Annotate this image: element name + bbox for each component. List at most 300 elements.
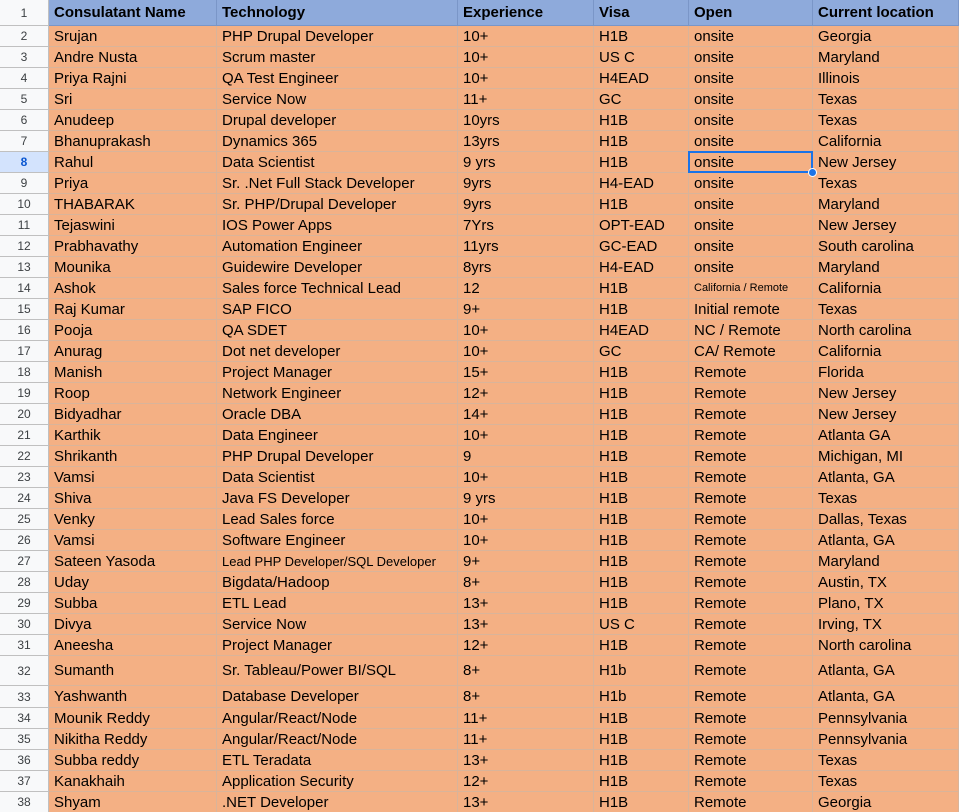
header-open[interactable]: Open (689, 0, 813, 26)
cell-experience[interactable]: 8+ (458, 686, 594, 708)
cell-location[interactable]: Atlanta, GA (813, 656, 959, 686)
cell-experience[interactable]: 10+ (458, 341, 594, 362)
cell-open[interactable]: Remote (689, 771, 813, 792)
cell-experience[interactable]: 9 yrs (458, 152, 594, 173)
row-number[interactable]: 3 (0, 47, 49, 68)
row-number[interactable]: 18 (0, 362, 49, 383)
cell-location[interactable]: Texas (813, 488, 959, 509)
cell-visa[interactable]: US C (594, 47, 689, 68)
cell-visa[interactable]: H1B (594, 152, 689, 173)
cell-experience[interactable]: 13+ (458, 593, 594, 614)
table-row (0, 47, 959, 68)
fill-handle[interactable] (808, 168, 817, 177)
cell-name[interactable]: Andre Nusta (49, 47, 217, 68)
cell-open[interactable]: onsite (689, 68, 813, 89)
cell-experience[interactable]: 10+ (458, 509, 594, 530)
cell-name[interactable]: Kanakhaih (49, 771, 217, 792)
cell-name[interactable]: Bidyadhar (49, 404, 217, 425)
cell-technology[interactable]: Dot net developer (217, 341, 458, 362)
cell-location[interactable]: Florida (813, 362, 959, 383)
cell-visa[interactable]: H1B (594, 708, 689, 729)
cell-visa[interactable]: H1B (594, 792, 689, 812)
cell-open[interactable]: Remote (689, 656, 813, 686)
cell-open[interactable]: onsite (689, 236, 813, 257)
row-number[interactable]: 25 (0, 509, 49, 530)
cell-open[interactable]: onsite (689, 89, 813, 110)
cell-open[interactable]: onsite (689, 257, 813, 278)
cell-experience[interactable]: 9+ (458, 299, 594, 320)
cell-location[interactable]: New Jersey (813, 404, 959, 425)
cell-open[interactable]: onsite (689, 173, 813, 194)
cell-visa[interactable]: H1B (594, 530, 689, 551)
cell-name[interactable]: Divya (49, 614, 217, 635)
table-row (0, 236, 959, 257)
cell-technology[interactable]: Project Manager (217, 362, 458, 383)
table-row (0, 792, 959, 812)
cell-technology[interactable]: Service Now (217, 614, 458, 635)
table-row (0, 686, 959, 708)
cell-technology[interactable]: Scrum master (217, 47, 458, 68)
cell-visa[interactable]: H1B (594, 26, 689, 47)
cell-open[interactable]: Remote (689, 404, 813, 425)
cell-technology[interactable]: Oracle DBA (217, 404, 458, 425)
cell-open[interactable]: Remote (689, 467, 813, 488)
cell-visa[interactable]: H1B (594, 572, 689, 593)
cell-visa[interactable]: GC (594, 341, 689, 362)
cell-experience[interactable]: 11+ (458, 89, 594, 110)
table-row (0, 110, 959, 131)
cell-open[interactable]: California / Remote (689, 278, 813, 299)
cell-location[interactable]: California (813, 341, 959, 362)
cell-location[interactable]: Atlanta, GA (813, 467, 959, 488)
row-number[interactable]: 16 (0, 320, 49, 341)
cell-location[interactable]: New Jersey (813, 152, 959, 173)
cell-open[interactable]: onsite (689, 152, 813, 173)
cell-technology[interactable]: Bigdata/Hadoop (217, 572, 458, 593)
cell-open[interactable]: Remote (689, 488, 813, 509)
table-row (0, 446, 959, 467)
row-number[interactable]: 5 (0, 89, 49, 110)
header-current-location[interactable]: Current location (813, 0, 959, 26)
cell-visa[interactable]: US C (594, 614, 689, 635)
cell-technology[interactable]: Service Now (217, 89, 458, 110)
cell-technology[interactable]: Data Scientist (217, 152, 458, 173)
row-number[interactable]: 11 (0, 215, 49, 236)
cell-open[interactable]: Remote (689, 729, 813, 750)
cell-technology[interactable]: ETL Teradata (217, 750, 458, 771)
cell-open[interactable]: Remote (689, 362, 813, 383)
row-number[interactable]: 17 (0, 341, 49, 362)
cell-location[interactable]: South carolina (813, 236, 959, 257)
cell-name[interactable]: Ashok (49, 278, 217, 299)
cell-open[interactable]: CA/ Remote (689, 341, 813, 362)
cell-name[interactable]: Subba reddy (49, 750, 217, 771)
table-row (0, 68, 959, 89)
table-row (0, 750, 959, 771)
table-row (0, 771, 959, 792)
cell-location[interactable]: Maryland (813, 194, 959, 215)
cell-open[interactable]: onsite (689, 131, 813, 152)
table-row (0, 341, 959, 362)
cell-name[interactable]: Pooja (49, 320, 217, 341)
cell-name[interactable]: Shyam (49, 792, 217, 812)
row-number[interactable]: 15 (0, 299, 49, 320)
row-number[interactable]: 37 (0, 771, 49, 792)
cell-location[interactable]: Dallas, Texas (813, 509, 959, 530)
table-row (0, 425, 959, 446)
cell-visa[interactable]: H1B (594, 194, 689, 215)
row-number[interactable]: 32 (0, 656, 49, 686)
cell-visa[interactable]: H1B (594, 729, 689, 750)
cell-experience[interactable]: 10+ (458, 68, 594, 89)
cell-name[interactable]: Anudeep (49, 110, 217, 131)
row-number[interactable]: 14 (0, 278, 49, 299)
table-row (0, 257, 959, 278)
table-row (0, 362, 959, 383)
header-technology[interactable]: Technology (217, 0, 458, 26)
cell-name[interactable]: Mounik Reddy (49, 708, 217, 729)
cell-technology[interactable]: Sr. .Net Full Stack Developer (217, 173, 458, 194)
cell-location[interactable]: Texas (813, 771, 959, 792)
cell-visa[interactable]: H1B (594, 383, 689, 404)
cell-technology[interactable]: Lead PHP Developer/SQL Developer (217, 551, 458, 572)
table-row (0, 383, 959, 404)
cell-visa[interactable]: H1B (594, 362, 689, 383)
cell-visa[interactable]: H1B (594, 467, 689, 488)
cell-name[interactable]: Vamsi (49, 467, 217, 488)
cell-technology[interactable]: QA Test Engineer (217, 68, 458, 89)
row-number[interactable]: 34 (0, 708, 49, 729)
cell-name[interactable]: Vamsi (49, 530, 217, 551)
cell-visa[interactable]: H1B (594, 110, 689, 131)
cell-location[interactable]: Texas (813, 110, 959, 131)
cell-visa[interactable]: H1B (594, 488, 689, 509)
row-number[interactable]: 12 (0, 236, 49, 257)
cell-name[interactable]: Bhanuprakash (49, 131, 217, 152)
cell-open[interactable]: Remote (689, 686, 813, 708)
cell-experience[interactable]: 7Yrs (458, 215, 594, 236)
table-row (0, 572, 959, 593)
cell-visa[interactable]: H1B (594, 404, 689, 425)
cell-visa[interactable]: H1B (594, 750, 689, 771)
cell-open[interactable]: Remote (689, 614, 813, 635)
cell-technology[interactable]: .NET Developer (217, 792, 458, 812)
cell-name[interactable]: Nikitha Reddy (49, 729, 217, 750)
cell-open[interactable]: onsite (689, 47, 813, 68)
cell-open[interactable]: Remote (689, 530, 813, 551)
cell-name[interactable]: Rahul (49, 152, 217, 173)
header-experience[interactable]: Experience (458, 0, 594, 26)
table-row (0, 729, 959, 750)
cell-visa[interactable]: H4EAD (594, 320, 689, 341)
cell-name[interactable]: Anurag (49, 341, 217, 362)
row-number[interactable]: 19 (0, 383, 49, 404)
cell-open[interactable]: Remote (689, 635, 813, 656)
cell-experience[interactable]: 8+ (458, 656, 594, 686)
cell-experience[interactable]: 13+ (458, 614, 594, 635)
cell-visa[interactable]: H1B (594, 593, 689, 614)
table-row (0, 530, 959, 551)
cell-technology[interactable]: PHP Drupal Developer (217, 446, 458, 467)
cell-experience[interactable]: 13+ (458, 792, 594, 812)
cell-location[interactable]: Atlanta GA (813, 425, 959, 446)
cell-experience[interactable]: 13yrs (458, 131, 594, 152)
header-consultant-name[interactable]: Consulatant Name (49, 0, 217, 26)
row-number[interactable]: 33 (0, 686, 49, 708)
cell-name[interactable]: Karthik (49, 425, 217, 446)
cell-name[interactable]: Shiva (49, 488, 217, 509)
cell-visa[interactable]: GC-EAD (594, 236, 689, 257)
row-number[interactable]: 29 (0, 593, 49, 614)
table-row (0, 614, 959, 635)
cell-visa[interactable]: GC (594, 89, 689, 110)
cell-name[interactable]: Raj Kumar (49, 299, 217, 320)
cell-location[interactable]: Texas (813, 173, 959, 194)
cell-name[interactable]: Manish (49, 362, 217, 383)
row-number[interactable]: 23 (0, 467, 49, 488)
cell-open[interactable]: Remote (689, 509, 813, 530)
table-row (0, 320, 959, 341)
cell-open[interactable]: Remote (689, 792, 813, 812)
cell-location[interactable]: Maryland (813, 257, 959, 278)
cell-name[interactable]: Priya (49, 173, 217, 194)
cell-experience[interactable]: 10+ (458, 47, 594, 68)
cell-location[interactable]: Illinois (813, 68, 959, 89)
cell-experience[interactable]: 9+ (458, 551, 594, 572)
cell-technology[interactable]: Data Engineer (217, 425, 458, 446)
header-visa[interactable]: Visa (594, 0, 689, 26)
cell-experience[interactable]: 9 yrs (458, 488, 594, 509)
header-row (0, 0, 959, 26)
table-row (0, 656, 959, 686)
cell-visa[interactable]: H1B (594, 635, 689, 656)
row-number[interactable]: 8 (0, 152, 49, 173)
table-row (0, 299, 959, 320)
cell-technology[interactable]: Angular/React/Node (217, 729, 458, 750)
cell-technology[interactable]: Guidewire Developer (217, 257, 458, 278)
cell-name[interactable]: Tejaswini (49, 215, 217, 236)
table-row (0, 26, 959, 47)
table-row (0, 635, 959, 656)
cell-technology[interactable]: QA SDET (217, 320, 458, 341)
cell-location[interactable]: Plano, TX (813, 593, 959, 614)
cell-visa[interactable]: H4-EAD (594, 173, 689, 194)
cell-experience[interactable]: 11yrs (458, 236, 594, 257)
cell-experience[interactable]: 12+ (458, 771, 594, 792)
row-number[interactable]: 13 (0, 257, 49, 278)
cell-name[interactable]: Srujan (49, 26, 217, 47)
cell-visa[interactable]: H4EAD (594, 68, 689, 89)
cell-name[interactable]: Yashwanth (49, 686, 217, 708)
row-number[interactable]: 9 (0, 173, 49, 194)
cell-location[interactable]: Pennsylvania (813, 708, 959, 729)
cell-technology[interactable]: Sr. PHP/Drupal Developer (217, 194, 458, 215)
cell-open[interactable]: Remote (689, 551, 813, 572)
table-row (0, 488, 959, 509)
row-number[interactable]: 2 (0, 26, 49, 47)
cell-location[interactable]: Austin, TX (813, 572, 959, 593)
cell-open[interactable]: onsite (689, 110, 813, 131)
cell-location[interactable]: Irving, TX (813, 614, 959, 635)
row-number[interactable]: 21 (0, 425, 49, 446)
table-row (0, 404, 959, 425)
cell-technology[interactable]: PHP Drupal Developer (217, 26, 458, 47)
cell-location[interactable]: Texas (813, 299, 959, 320)
table-row (0, 509, 959, 530)
cell-location[interactable]: Georgia (813, 26, 959, 47)
row-number[interactable]: 7 (0, 131, 49, 152)
cell-open[interactable]: Remote (689, 750, 813, 771)
cell-visa[interactable]: H1B (594, 509, 689, 530)
cell-technology[interactable]: Automation Engineer (217, 236, 458, 257)
cell-experience[interactable]: 9yrs (458, 194, 594, 215)
cell-name[interactable]: Priya Rajni (49, 68, 217, 89)
row-number[interactable]: 20 (0, 404, 49, 425)
cell-visa[interactable]: H1B (594, 425, 689, 446)
cell-visa[interactable]: H1B (594, 446, 689, 467)
cell-open[interactable]: Initial remote (689, 299, 813, 320)
cell-experience[interactable]: 11+ (458, 708, 594, 729)
cell-experience[interactable]: 9 (458, 446, 594, 467)
cell-visa[interactable]: H1B (594, 278, 689, 299)
cell-location[interactable]: Pennsylvania (813, 729, 959, 750)
cell-name[interactable]: THABARAK (49, 194, 217, 215)
cell-experience[interactable]: 15+ (458, 362, 594, 383)
cell-open[interactable]: onsite (689, 194, 813, 215)
cell-name[interactable]: Mounika (49, 257, 217, 278)
row-number[interactable]: 27 (0, 551, 49, 572)
cell-location[interactable]: Maryland (813, 551, 959, 572)
cell-location[interactable]: North carolina (813, 320, 959, 341)
cell-open[interactable]: NC / Remote (689, 320, 813, 341)
cell-technology[interactable]: Project Manager (217, 635, 458, 656)
row-number[interactable]: 24 (0, 488, 49, 509)
cell-open[interactable]: Remote (689, 593, 813, 614)
cell-name[interactable]: Prabhavathy (49, 236, 217, 257)
cell-open[interactable]: Remote (689, 383, 813, 404)
cell-location[interactable]: Texas (813, 89, 959, 110)
cell-open[interactable]: Remote (689, 425, 813, 446)
cell-name[interactable]: Aneesha (49, 635, 217, 656)
cell-technology[interactable]: Database Developer (217, 686, 458, 708)
cell-location[interactable]: North carolina (813, 635, 959, 656)
cell-technology[interactable]: ETL Lead (217, 593, 458, 614)
cell-name[interactable]: Sateen Yasoda (49, 551, 217, 572)
cell-open[interactable]: onsite (689, 215, 813, 236)
cell-experience[interactable]: 12 (458, 278, 594, 299)
cell-technology[interactable]: Dynamics 365 (217, 131, 458, 152)
table-row (0, 708, 959, 729)
cell-visa[interactable]: H1b (594, 686, 689, 708)
row-number[interactable]: 22 (0, 446, 49, 467)
cell-visa[interactable]: H4-EAD (594, 257, 689, 278)
cell-experience[interactable]: 10+ (458, 425, 594, 446)
cell-visa[interactable]: H1b (594, 656, 689, 686)
table-row (0, 89, 959, 110)
cell-location[interactable]: Michigan, MI (813, 446, 959, 467)
row-number[interactable]: 38 (0, 792, 49, 812)
row-number[interactable]: 30 (0, 614, 49, 635)
row-number[interactable]: 1 (0, 0, 49, 26)
cell-open[interactable]: Remote (689, 572, 813, 593)
cell-open[interactable]: onsite (689, 26, 813, 47)
cell-experience[interactable]: 12+ (458, 383, 594, 404)
cell-visa[interactable]: H1B (594, 771, 689, 792)
cell-technology[interactable]: SAP FICO (217, 299, 458, 320)
cell-experience[interactable]: 8+ (458, 572, 594, 593)
cell-visa[interactable]: H1B (594, 131, 689, 152)
cell-location[interactable]: Georgia (813, 792, 959, 812)
cell-name[interactable]: Uday (49, 572, 217, 593)
cell-visa[interactable]: OPT-EAD (594, 215, 689, 236)
cell-technology[interactable]: Lead Sales force (217, 509, 458, 530)
row-number[interactable]: 4 (0, 68, 49, 89)
cell-technology[interactable]: Software Engineer (217, 530, 458, 551)
row-number[interactable]: 35 (0, 729, 49, 750)
cell-technology[interactable]: Drupal developer (217, 110, 458, 131)
table-row (0, 194, 959, 215)
cell-technology[interactable]: Data Scientist (217, 467, 458, 488)
cell-technology[interactable]: Sales force Technical Lead (217, 278, 458, 299)
cell-experience[interactable]: 10+ (458, 530, 594, 551)
row-number[interactable]: 31 (0, 635, 49, 656)
cell-location[interactable]: California (813, 131, 959, 152)
cell-location[interactable]: Maryland (813, 47, 959, 68)
cell-name[interactable]: Roop (49, 383, 217, 404)
cell-experience[interactable]: 10+ (458, 467, 594, 488)
cell-location[interactable]: California (813, 278, 959, 299)
cell-open[interactable]: Remote (689, 708, 813, 729)
row-number[interactable]: 36 (0, 750, 49, 771)
cell-name[interactable]: Sumanth (49, 656, 217, 686)
cell-experience[interactable]: 10+ (458, 320, 594, 341)
cell-technology[interactable]: Network Engineer (217, 383, 458, 404)
cell-visa[interactable]: H1B (594, 299, 689, 320)
cell-technology[interactable]: Angular/React/Node (217, 708, 458, 729)
cell-technology[interactable]: Sr. Tableau/Power BI/SQL (217, 656, 458, 686)
cell-experience[interactable]: 10yrs (458, 110, 594, 131)
row-number[interactable]: 26 (0, 530, 49, 551)
cell-location[interactable]: Atlanta, GA (813, 686, 959, 708)
cell-name[interactable]: Venky (49, 509, 217, 530)
cell-visa[interactable]: H1B (594, 551, 689, 572)
cell-name[interactable]: Sri (49, 89, 217, 110)
row-number[interactable]: 6 (0, 110, 49, 131)
cell-experience[interactable]: 9yrs (458, 173, 594, 194)
cell-location[interactable]: New Jersey (813, 383, 959, 404)
cell-location[interactable]: Atlanta, GA (813, 530, 959, 551)
cell-experience[interactable]: 11+ (458, 729, 594, 750)
cell-experience[interactable]: 13+ (458, 750, 594, 771)
cell-technology[interactable]: Application Security (217, 771, 458, 792)
cell-technology[interactable]: Java FS Developer (217, 488, 458, 509)
cell-location[interactable]: Texas (813, 750, 959, 771)
cell-open[interactable]: Remote (689, 446, 813, 467)
table-row (0, 593, 959, 614)
cell-experience[interactable]: 12+ (458, 635, 594, 656)
cell-name[interactable]: Subba (49, 593, 217, 614)
cell-location[interactable]: New Jersey (813, 215, 959, 236)
cell-experience[interactable]: 8yrs (458, 257, 594, 278)
row-number[interactable]: 28 (0, 572, 49, 593)
cell-experience[interactable]: 14+ (458, 404, 594, 425)
table-row (0, 467, 959, 488)
table-row (0, 551, 959, 572)
cell-experience[interactable]: 10+ (458, 26, 594, 47)
cell-technology[interactable]: IOS Power Apps (217, 215, 458, 236)
row-number[interactable]: 10 (0, 194, 49, 215)
cell-name[interactable]: Shrikanth (49, 446, 217, 467)
